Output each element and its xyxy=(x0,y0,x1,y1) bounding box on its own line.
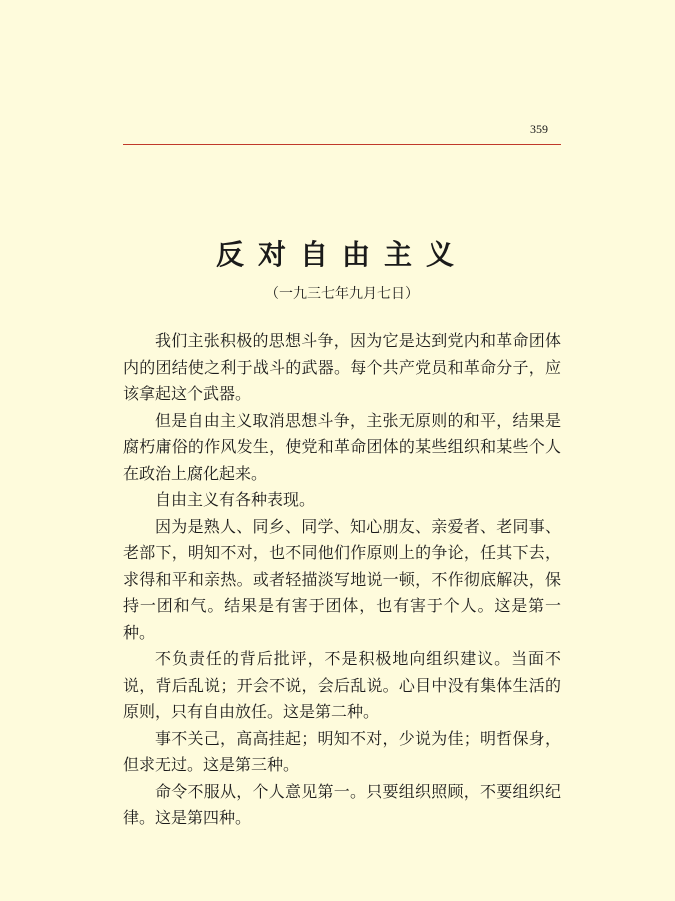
header-rule xyxy=(123,144,561,145)
paragraph: 事不关己，高高挂起；明知不对，少说为佳；明哲保身，但求无过。这是第三种。 xyxy=(123,728,561,774)
paragraph: 但是自由主义取消思想斗争，主张无原则的和平，结果是腐朽庸俗的作风发生，使党和革命团体的某些组织和某些个人在政治上腐化起来。 xyxy=(123,410,561,483)
page-number: 359 xyxy=(530,122,548,136)
paragraph: 自由主义有各种表现。 xyxy=(155,490,316,509)
paragraph: 命令不服从，个人意见第一。只要组织照顾，不要组织纪律。这是第四种。 xyxy=(123,781,561,827)
article-title: 反对自由主义 xyxy=(215,238,468,271)
paragraph: 因为是熟人、同乡、同学、知心朋友、亲爱者、老同事、老部下，明知不对，也不同他们作原则上的争论，任其下去，求得和平和亲热。或者轻描淡写地说一顿，不作彻底解决，保持一团和气。结果是有害于团体，也有害于个人。这是第一种。 xyxy=(123,516,561,642)
article-date: （一九三七年九月七日） xyxy=(265,286,419,302)
paragraph: 不负责任的背后批评，不是积极地向组织建议。当面不说，背后乱说；开会不说，会后乱说。心目中没有集体生活的原则，只有自由放任。这是第二种。 xyxy=(123,649,561,721)
paragraph: 我们主张积极的思想斗争，因为它是达到党内和革命团体内的团结使之利于战斗的武器。每个共产党员和革命分子，应该拿起这个武器。 xyxy=(123,331,561,403)
article-body xyxy=(123,328,561,832)
